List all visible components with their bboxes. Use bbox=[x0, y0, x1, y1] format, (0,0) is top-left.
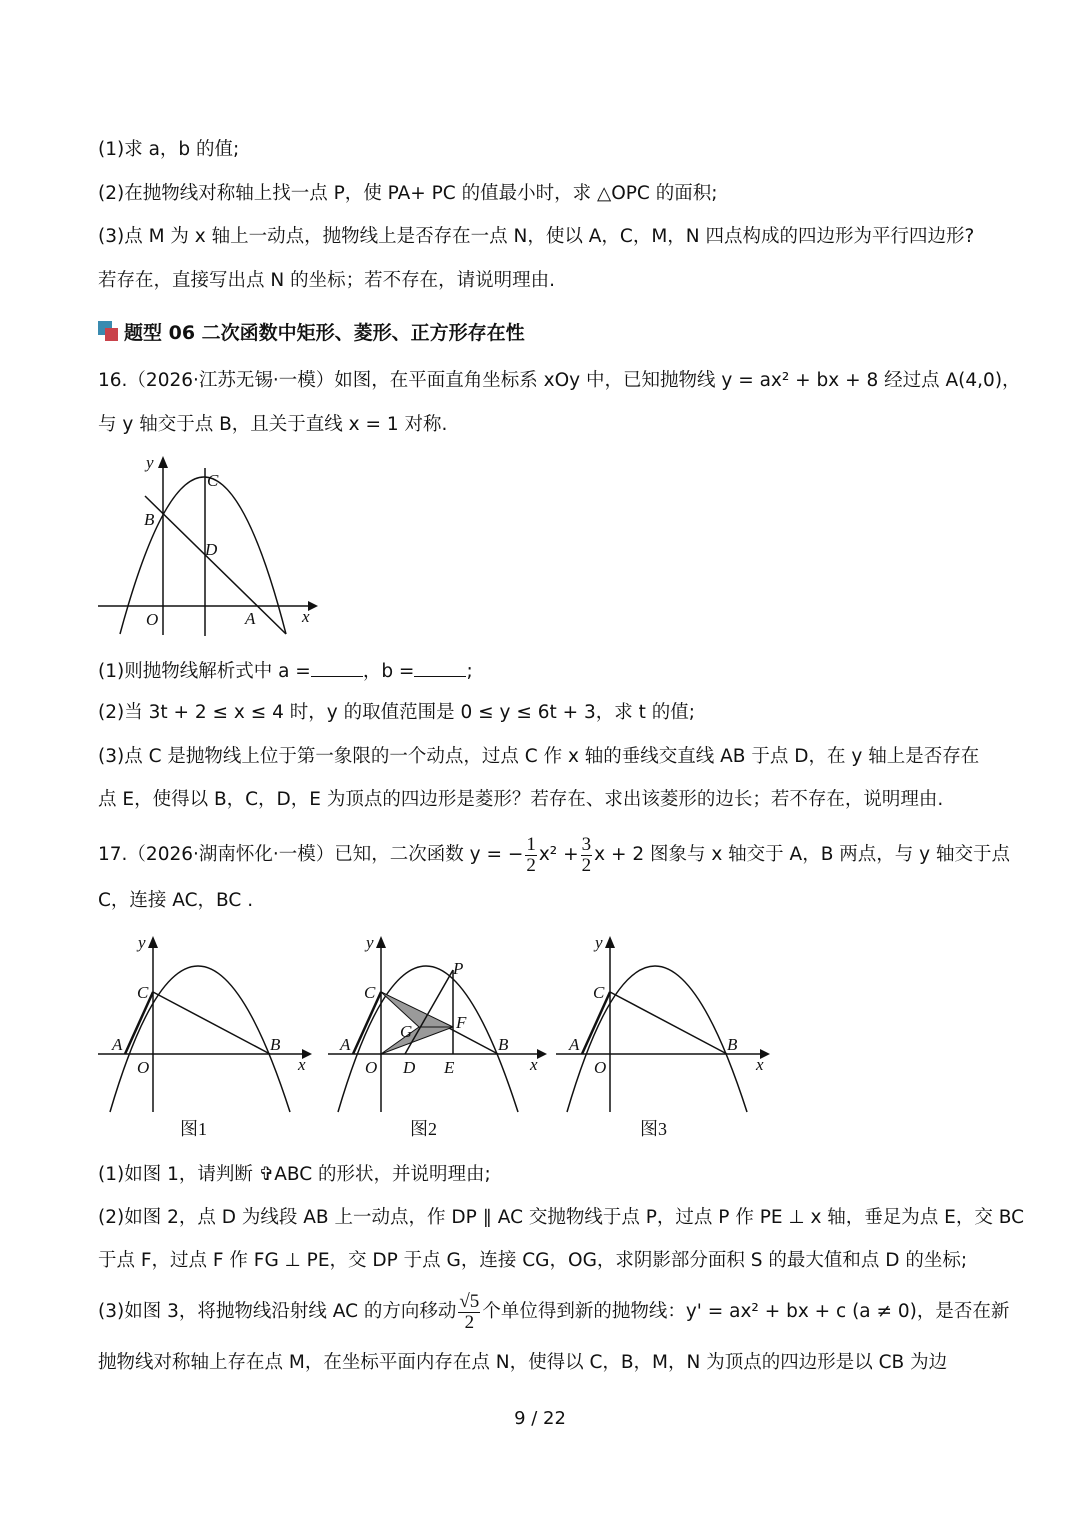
label-x: x bbox=[302, 607, 310, 626]
label-B: B bbox=[727, 1035, 738, 1054]
label-A: A bbox=[569, 1035, 580, 1054]
q16-part3: (3)点 C 是抛物线上位于第一象限的一个动点，过点 C 作 x 轴的垂线交直线 AB 于点 D，在 y 轴上是否存在 bbox=[98, 746, 980, 767]
label-y: y bbox=[138, 933, 146, 952]
label-y: y bbox=[366, 933, 374, 952]
label-O: O bbox=[594, 1058, 607, 1077]
q16-stem-cont: 与 y 轴交于点 B，且关于直线 x = 1 对称. bbox=[98, 414, 448, 435]
q16-stem: 16.（2026·江苏无锡·一模）如图，在平面直角坐标系 xOy 中，已知抛物线 y = ax² + bx + 8 经过点 A(4,0)， bbox=[98, 370, 1021, 391]
q17-figure-3 bbox=[550, 930, 780, 1115]
section-title: 题型 06 二次函数中矩形、菱形、正方形存在性 bbox=[124, 322, 525, 344]
shaded-triangle-ogf bbox=[381, 1027, 453, 1054]
label-P: P bbox=[453, 959, 464, 978]
y-axis-arrow bbox=[158, 456, 168, 468]
q16-part1-b: ，b = bbox=[362, 661, 415, 682]
answer-blank-a[interactable] bbox=[311, 658, 363, 677]
label-C: C bbox=[137, 983, 149, 1002]
label-x: x bbox=[530, 1055, 538, 1074]
label-B: B bbox=[144, 510, 155, 529]
label-D: D bbox=[403, 1058, 416, 1077]
label-O: O bbox=[137, 1058, 150, 1077]
label-B: B bbox=[498, 1035, 509, 1054]
q17-figure-2 bbox=[322, 930, 552, 1115]
fraction-1-2: $\frac{1}{2}$ bbox=[526, 833, 536, 876]
figure-3-caption: 图3 bbox=[640, 1119, 667, 1139]
page-number: 9 / 22 bbox=[514, 1408, 566, 1429]
answer-blank-b[interactable] bbox=[414, 658, 466, 677]
q15-part1: (1)求 a，b 的值; bbox=[98, 139, 240, 160]
q16-part2: (2)当 3t + 2 ≤ x ≤ 4 时，y 的取值范围是 0 ≤ y ≤ 6t + 3，求 t 的值; bbox=[98, 702, 696, 723]
segment-bc bbox=[153, 992, 270, 1054]
q16-part3-cont: 点 E，使得以 B，C，D，E 为顶点的四边形是菱形？若存在、求出该菱形的边长；若不存在，说明理由. bbox=[98, 789, 944, 810]
q17-part3-cont: 抛物线对称轴上存在点 M，在坐标平面内存在点 N，使得以 C，B，M，N 为顶点的四边形是以 CB 为边 bbox=[98, 1352, 948, 1373]
q17-part3 bbox=[98, 1288, 1009, 1336]
label-x: x bbox=[756, 1055, 764, 1074]
q17-stem-a: 17.（2026·湖南怀化·一模）已知，二次函数 y = − bbox=[98, 844, 524, 865]
q16-part1-c: ; bbox=[466, 661, 473, 682]
label-O: O bbox=[146, 610, 159, 629]
q17-part3-b: 个单位得到新的抛物线：y' = ax² + bx + c (a ≠ 0)，是否在新 bbox=[482, 1301, 1010, 1322]
label-x: x bbox=[298, 1055, 306, 1074]
fraction-sqrt5-2: $\frac{√5}{2}$ bbox=[459, 1290, 480, 1333]
q17-part1: (1)如图 1，请判断 ✞ABC 的形状，并说明理由; bbox=[98, 1164, 491, 1185]
q17-stem-cont: C，连接 AC，BC . bbox=[98, 890, 254, 911]
q16-part1 bbox=[98, 658, 473, 685]
label-G: G bbox=[400, 1022, 413, 1041]
label-C: C bbox=[593, 983, 605, 1002]
q17-part2: (2)如图 2，点 D 为线段 AB 上一动点，作 DP ∥ AC 交抛物线于点 P，过点 P 作 PE ⊥ x 轴，垂足为点 E，交 BC bbox=[98, 1207, 1025, 1228]
label-A: A bbox=[112, 1035, 123, 1054]
q17-part3-a: (3)如图 3，将抛物线沿射线 AC 的方向移动 bbox=[98, 1301, 457, 1322]
q17-figure-1 bbox=[92, 930, 317, 1115]
segment-bc bbox=[610, 992, 727, 1054]
figure-2-caption: 图2 bbox=[410, 1119, 437, 1139]
q15-part3: (3)点 M 为 x 轴上一动点，抛物线上是否存在一点 N，使以 A，C，M，N 四点构成的四边形为平行四边形? bbox=[98, 226, 975, 247]
q15-part2: (2)在抛物线对称轴上找一点 P，使 PA+ PC 的值最小时，求 △OPC 的面积; bbox=[98, 183, 718, 204]
label-y: y bbox=[146, 453, 154, 472]
q15-part3-cont: 若存在，直接写出点 N 的坐标；若不存在，请说明理由. bbox=[98, 270, 555, 291]
fraction-3-2: $\frac{3}{2}$ bbox=[581, 833, 592, 876]
figure-1-caption: 图1 bbox=[180, 1119, 207, 1139]
shaded-triangle-cgf bbox=[381, 992, 453, 1027]
q17-stem bbox=[98, 832, 1010, 878]
section-marker-icon bbox=[98, 321, 120, 343]
label-C: C bbox=[207, 471, 219, 490]
q16-figure bbox=[90, 450, 320, 640]
q17-part2-cont: 于点 F，过点 F 作 FG ⊥ PE，交 DP 于点 G，连接 CG，OG，求阴影部分面积 S 的最大值和点 D 的坐标; bbox=[98, 1250, 968, 1271]
label-C: C bbox=[364, 983, 376, 1002]
label-E: E bbox=[444, 1058, 455, 1077]
label-O: O bbox=[365, 1058, 378, 1077]
label-A: A bbox=[340, 1035, 351, 1054]
label-D: D bbox=[205, 540, 218, 559]
label-A: A bbox=[245, 609, 256, 628]
q17-stem-c: x + 2 图象与 x 轴交于 A，B 两点，与 y 轴交于点 bbox=[594, 844, 1010, 865]
q16-part1-a: (1)则抛物线解析式中 a = bbox=[98, 661, 311, 682]
section-heading bbox=[98, 318, 525, 345]
label-y: y bbox=[595, 933, 603, 952]
label-B: B bbox=[270, 1035, 281, 1054]
label-F: F bbox=[456, 1013, 467, 1032]
q17-stem-b: x² + bbox=[538, 844, 579, 865]
